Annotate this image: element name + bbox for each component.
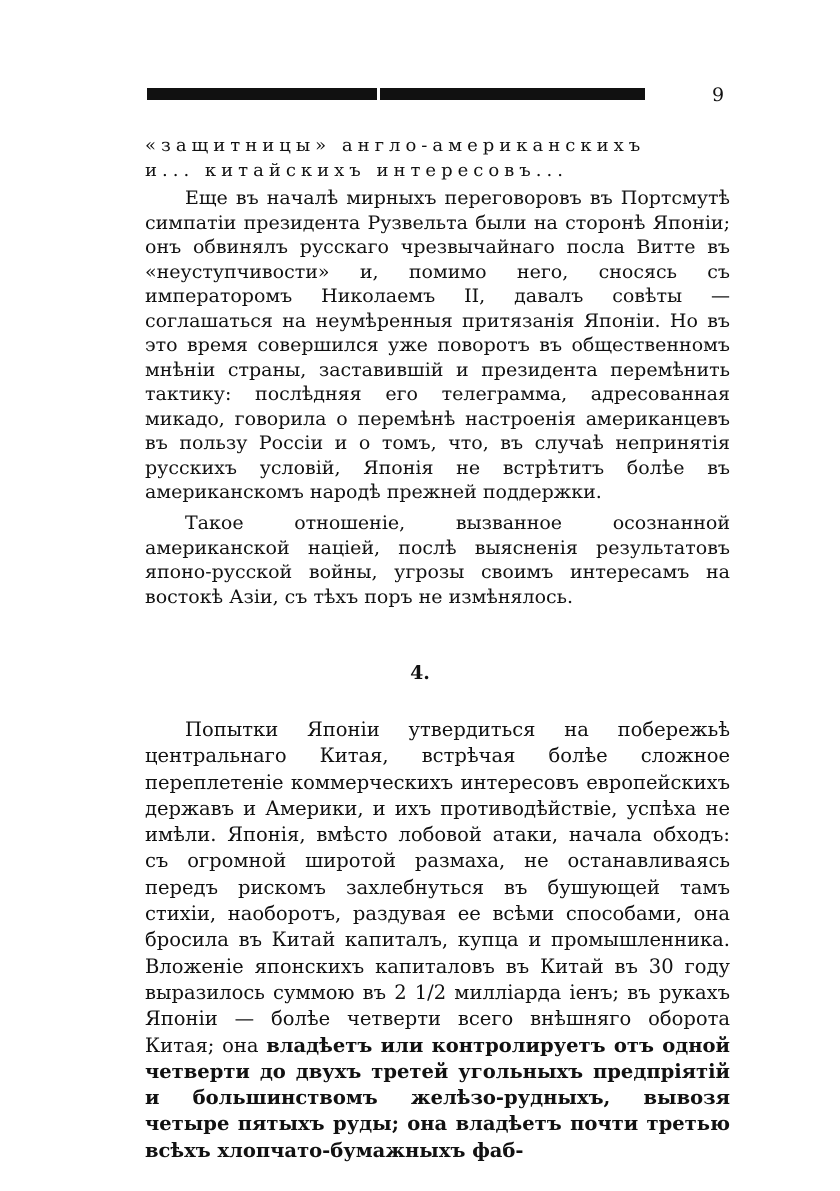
paragraph-1-block <box>145 186 730 505</box>
page-number: 9 <box>712 84 725 106</box>
intro-line-2: и... китайскихъ интересовъ... <box>145 160 568 181</box>
paragraph-3-bold: владѣетъ или контролируетъ отъ одной четверти до двухъ третей угольныхъ предпріятій и большинствомъ желѣзо-рудныхъ, вывозя четыре пятыхъ руды; она владѣетъ почти третью всѣхъ хлопчато-бумажныхъ фаб- <box>145 1033 730 1162</box>
paragraph-2: Такое отношеніе, вызванное осознанной американской націей, послѣ выясненія результатовъ японо-русской войны, угрозы своимъ интересамъ на востокѣ Азіи, съ тѣхъ поръ не измѣнялось. <box>145 512 730 608</box>
paragraph-1: Еще въ началѣ мирныхъ переговоровъ въ Портсмутѣ симпатіи президента Рузвельта были на сторонѣ Японіи; онъ обвинялъ русскаго чрезвычайнаго посла Витте въ «неуступчивости» и, помимо него, сносясь съ императоромъ Николаемъ II, давалъ совѣты — соглашаться на неумѣренныя притязанія Японіи. Но въ это время совершился уже поворотъ въ общественномъ мнѣніи страны, заставившій и президента перемѣнить тактику: послѣдняя его телеграмма, адресованная микадо, говорила о перемѣнѣ настроенія американцевъ въ пользу Россіи и о томъ, что, въ случаѣ непринятія русскихъ условій, Японія не встрѣтитъ болѣе въ американскомъ народѣ прежней поддержки. <box>145 187 730 503</box>
paragraph-3 <box>145 717 730 1164</box>
paragraph-3-regular: Попытки Японіи утвердиться на побережьѣ центральнаго Китая, встрѣчая болѣе сложное переплетеніе коммерческихъ интересовъ европейскихъ державъ и Америки, и ихъ противодѣйствіе, успѣха не имѣли. Японія, вмѣсто лобовой атаки, начала обходъ: съ огромной широтой размаха, не останавливаясь передъ рискомъ захлебнуться въ бушующей тамъ стихіи, наоборотъ, раздувая ее всѣми способами, она бросила въ Китай капиталъ, купца и промышленника. Вложеніе японскихъ капиталовъ въ Китай въ 30 году выразилось суммою въ 2 1/2 милліарда іенъ; въ рукахъ Японіи — болѣе четверти всего внѣшняго оборота Китая; она <box>145 718 730 1057</box>
intro-line-1: «защитницы» англо-американскихъ <box>145 135 646 156</box>
section-number: 4. <box>410 662 430 684</box>
header-rule <box>147 88 645 100</box>
header-rule-gap <box>377 88 380 100</box>
paragraph-2-block <box>145 511 730 609</box>
paragraph-3-block <box>145 717 730 1164</box>
